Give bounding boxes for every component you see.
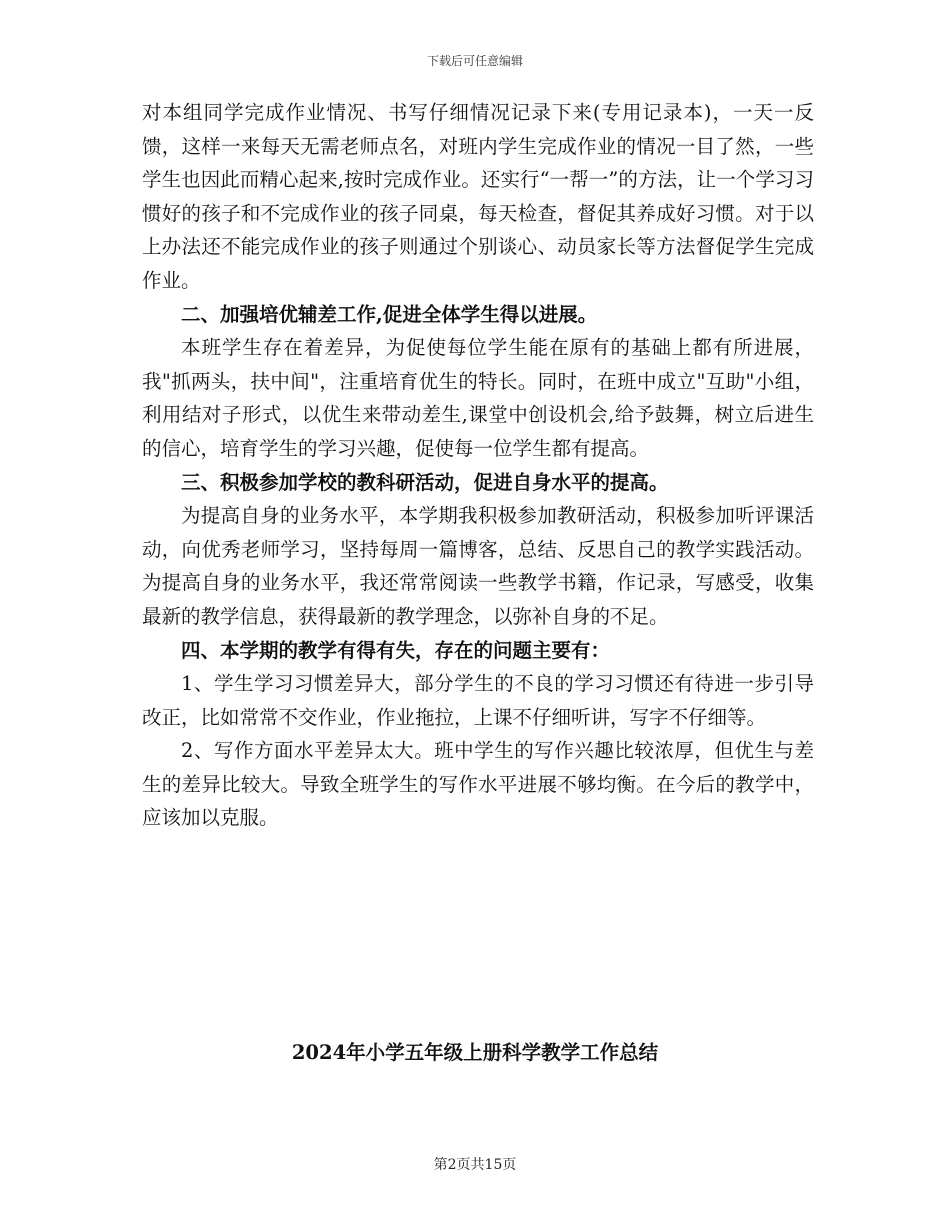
- paragraph-homework-record: 对本组同学完成作业情况、书写仔细情况记录下来(专用记录本)，一天一反馈，这样一来每天无需老师点名，对班内学生完成作业的情况一目了然，一些学生也因此而精心起来,按时完成作业。还实行“一帮一”的方法，让一个学习习惯好的孩子和不完成作业的孩子同桌，每天检查，督促其养成好习惯。对于以上办法还不能完成作业的孩子则通过个别谈心、动员家长等方法督促学生完成作业。: [142, 101, 814, 292]
- paragraph-problem-1: 1、学生学习习惯差异大，部分学生的不良的学习习惯还有待进一步引导改正，比如常常不交作业，作业拖拉，上课不仔细听讲，写字不仔细等。: [142, 672, 814, 729]
- section-heading-4: 四、本学期的教学有得有失，存在的问题主要有：: [181, 638, 611, 662]
- paragraph-problem-2: 2、写作方面水平差异太大。班中学生的写作兴趣比较浓厚，但优生与差生的差异比较大。导致全班学生的写作水平进展不够均衡。在今后的教学中，应该加以克服。: [142, 739, 814, 830]
- paragraph-tutoring: 本班学生存在着差异，为促使每位学生能在原有的基础上都有所进展，我"抓两头，扶中间"，注重培育优生的特长。同时，在班中成立"互助"小组，利用结对子形式，以优生来带动差生,课堂中创设机会,给予鼓舞，树立后进生的信心，培育学生的学习兴趣，促使每一位学生都有提高。: [142, 336, 814, 460]
- paragraph-research: 为提高自身的业务水平，本学期我积极参加教研活动，积极参加听评课活动，向优秀老师学习，坚持每周一篇博客，总结、反思自己的教学实践活动。为提高自身的业务水平，我还常常阅读一些教学书籍，作记录，写感受，收集最新的教学信息，获得最新的教学理念，以弥补自身的不足。: [142, 504, 814, 628]
- page-number: 第2页共15页: [433, 1157, 517, 1173]
- page-header-note: 下载后可任意编辑: [426, 54, 523, 68]
- document-body: [142, 96, 814, 835]
- section-heading-2: 二、加强培优辅差工作,促进全体学生得以进展。: [181, 302, 598, 326]
- document-title: 2024年小学五年级上册科学教学工作总结: [291, 1041, 659, 1064]
- section-heading-3: 三、积极参加学校的教科研活动，促进自身水平的提高。: [181, 470, 669, 494]
